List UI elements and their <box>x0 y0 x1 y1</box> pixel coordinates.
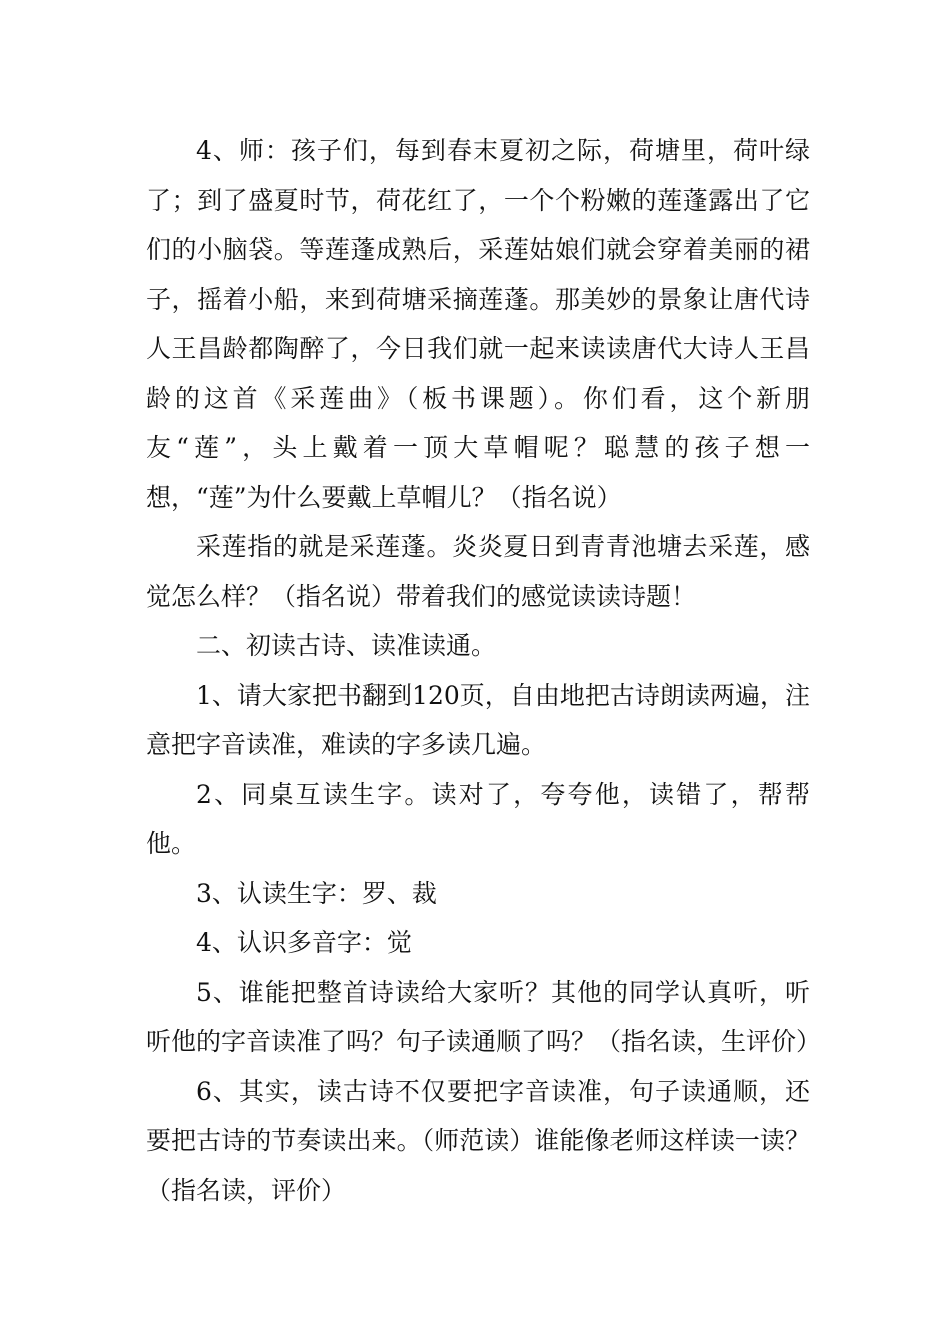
paragraph-teacher-intro: 4、师：孩子们，每到春末夏初之际，荷塘里，荷叶绿了；到了盛夏时节，荷花红了，一个个粉嫩的莲蓬露出了它们的小脑袋。等莲蓬成熟后，采莲姑娘们就会穿着美丽的裙子，摇着小船，来到荷塘采摘莲蓬。那美妙的景象让唐代诗人王昌龄都陶醉了，今日我们就一起来读读唐代大诗人王昌龄的这首《采莲曲》（板书课题）。你们看，这个新朋友“莲”，头上戴着一顶大草帽呢？聪慧的孩子想一想，“莲”为什么要戴上草帽儿？（指名说） <box>146 136 810 512</box>
paragraph-step-5: 5、谁能把整首诗读给大家听？其他的同学认真听，听听他的字音读准了吗？句子读通顺了吗？（指名读，生评价） <box>146 977 822 1056</box>
paragraph-step-2: 2、同桌互读生字。读对了，夸夸他，读错了，帮帮他。 <box>146 779 810 858</box>
paragraph-lotus-picking: 采莲指的就是采莲蓬。炎炎夏日到青青池塘去采莲，感觉怎么样？（指名说）带着我们的感觉读读诗题！ <box>146 532 810 611</box>
document-body <box>146 126 822 1215</box>
paragraph-step-6: 6、其实，读古诗不仅要把字音读准，句子读通顺，还要把古诗的节奏读出来。（师范读）谁能像老师这样读一读？（指名读，评价） <box>146 1076 810 1205</box>
section-heading-first-reading: 二、初读古诗、读准读通。 <box>196 631 497 660</box>
paragraph-step-4: 4、认识多音字：觉 <box>196 928 412 957</box>
paragraph-step-3: 3、认读生字：罗、裁 <box>196 878 437 908</box>
paragraph-step-1: 1、请大家把书翻到120页，自由地把古诗朗读两遍，注意把字音读准，难读的字多读几遍。 <box>146 680 810 759</box>
